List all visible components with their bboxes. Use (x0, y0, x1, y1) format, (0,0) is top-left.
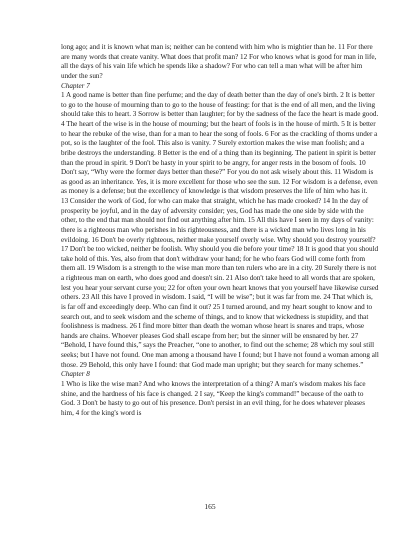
paragraph-chapter-6-end: long ago; and it is known what man is; neither can he contend with him who is mightier than he. 11 For there are many words that create vanity. What does that profit man? 12 For who knows what is good for man in life, all the days of his vain life which he spends like a shadow? For who can tell a man what will be after him under the sun? (61, 43, 377, 80)
chapter-8-heading: Chapter 8 (61, 370, 90, 379)
paragraph-chapter-7-verses-13-29: 13 Consider the work of God, for who can make that straight, which he has made crooked? 14 In the day of prosperity be joyful, and in the day of adversity consider; yes, God has made the one side by side with the other, to the end that man should not find out anything after him. 15 All this have I seen in my days of vanity: there is a righteous man who perishes in his righteousness, and there is a wicked man who lives long in his evildoing. 16 Don't be overly righteous, neither make yourself overly wise. Why should you destroy yourself? 17 Don't be too wicked, neither be foolish. Why should you die before your time? 18 It is good that you should take hold of this. Yes, also from that don't withdraw your hand; for he who fears God will come forth from them all. 19 Wisdom is a strength to the wise man more than ten rulers who are in a city. 20 Surely there is not a righteous man on earth, who does good and doesn't sin. 21 Also don't take heed to all words that are spoken, lest you hear your servant curse you; 22 for often your own heart knows that you yourself have likewise cursed others. 23 All this have I proved in wisdom. I said, “I will be wise”; but it was far from me. 24 That which is, is far off and exceedingly deep. Who can find it out? 25 I turned around, and my heart sought to know and to search out, and to seek wisdom and the scheme of things, and to know that wickedness is stupidity, and that foolishness is madness. 26 I find more bitter than death the woman whose heart is snares and traps, whose hands are chains. Whoever pleases God shall escape from her; but the sinner will be ensnared by her. 27 “Behold, I have found this,” says the Preacher, “one to another, to find out the scheme; 28 which my soul still seeks; but I have not found. One man among a thousand have I found; but I have not found a woman among all those. 29 Behold, this only have I found: that God made man upright; but they search for many schemes.” (61, 197, 379, 369)
page-number: 165 (204, 502, 216, 511)
paragraph-chapter-8-verses-1-4: 1 Who is like the wise man? And who knows the interpretation of a thing? A man's wisdom makes his face shine, and the hardness of his face is changed. 2 I say, “Keep the king's command!” because of the oath to God. 3 Don't be hasty to go out of his presence. Don't persist in an evil thing, for he does whatever pleases him, 4 for the king's word is (61, 379, 366, 417)
paragraph-chapter-7-verses-1-12: 1 A good name is better than fine perfume; and the day of death better than the day of one's birth. 2 It is better to go to the house of mourning than to go to the house of feasting: for that is the end of all men, and the living should take this to heart. 3 Sorrow is better than laughter; for by the sadness of the face the heart is made good. 4 The heart of the wise is in the house of mourning; but the heart of fools is in the house of mirth. 5 It is better to hear the rebuke of the wise, than for a man to hear the song of fools. 6 For as the crackling of thorns under a pot, so is the laughter of the fool. This also is vanity. 7 Surely extortion makes the wise man foolish; and a bribe destroys the understanding. 8 Better is the end of a thing than its beginning. The patient in spirit is better than the proud in spirit. 9 Don't be hasty in your spirit to be angry, for anger rests in the bosom of fools. 10 Don't say, “Why were the former days better than these?” For you do not ask wisely about this. 11 Wisdom is as good as an inheritance. Yes, it is more excellent for those who see the sun. 12 For wisdom is a defense, even as money is a defense; but the excellency of knowledge is that wisdom preserves the life of him who has it. (61, 91, 379, 196)
chapter-7-heading: Chapter 7 (61, 81, 90, 90)
page-body-text (61, 43, 379, 418)
